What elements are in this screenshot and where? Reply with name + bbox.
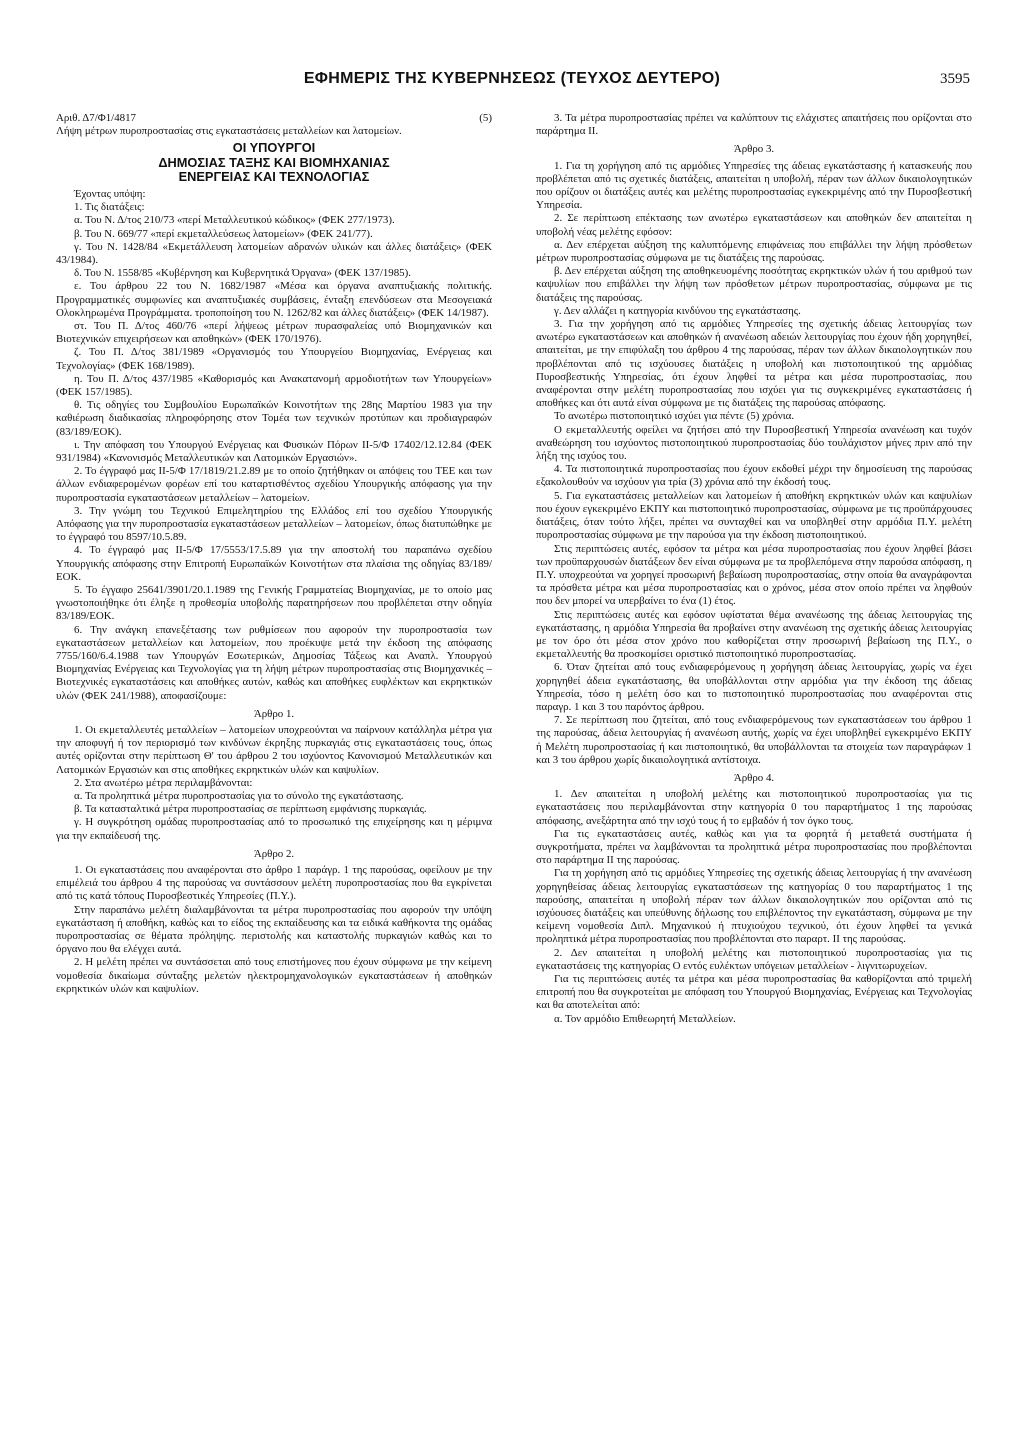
paragraph: 1. Οι εγκαταστάσεις που αναφέρονται στο άρθρο 1 παράγρ. 1 της παρούσας, οφείλουν με την επιμέλειά του άρθρου 4 της παρούσας να συντάσσουν μελέτη πυροπροστασίας που θα εγκρίνεται από τις κατά τόπους Πυροσβεστικές Υπηρεσίες (Π.Υ.). — [56, 864, 492, 903]
right-column — [536, 112, 972, 1026]
paragraph: Έχοντας υπόψη: — [74, 187, 146, 200]
paragraph: γ. Δεν αλλάζει η κατηγορία κινδύνου της εγκατάστασης. — [554, 304, 801, 317]
paragraph: Στις περιπτώσεις αυτές, εφόσον τα μέτρα και μέσα πυροπροστασίας που έχουν ληφθεί βάσει των προϋπαρχουσών διατάξεων δεν είναι σύμφωνα με τα προβλεπόμενα στην παρούσα απόφαση, η Π.Υ. υποχρεούται να χορηγεί προσωρινή βεβαίωση πυροπροστασίας, στην οποία θα αναγράφονται τα πρόσθετα μέτρα και μέσα πυροπροστασίας και ο χρόνος, μέσα στον οποίο πρέπει να ληφθούν που δεν μπορεί να υπερβαίνει το ένα (1) έτος. — [536, 542, 972, 608]
article-2-heading: Άρθρο 2. — [253, 847, 295, 860]
decision-index: (5) — [479, 112, 492, 124]
paragraph: α. Δεν επέρχεται αύξηση της καλυπτόμενης επιφάνειας που επιβάλλει την λήψη πρόσθετων μέτρων πυροπροστασίας σύμφωνα με τις διατάξεις της παρούσας. — [536, 238, 972, 265]
paragraph: ζ. Του Π. Δ/τος 381/1989 «Οργανισμός του Υπουργείου Βιομηχανίας, Ενέργειας και Τεχνολογίας» (ΦΕΚ 168/1989). — [56, 346, 492, 372]
paragraph: Το ανωτέρω πιστοποιητικό ισχύει για πέντε (5) χρόνια. — [554, 410, 795, 423]
gazette-title: ΕΦΗΜΕΡΙΣ ΤΗΣ ΚΥΒΕΡΝΗΣΕΩΣ (ΤΕΥΧΟΣ ΔΕΥΤΕΡΟ) — [303, 70, 721, 87]
paragraph: Για τις περιπτώσεις αυτές τα μέτρα και μέσα πυροπροστασίας θα καθορίζονται από τριμελή επιτροπή που θα συγκροτείται με απόφαση του Υπουργού Βιομηχανίας, Ενέργειας και Τεχνολογίας και θα αποτελείται από: — [536, 973, 972, 1012]
paragraph: 4. Το έγγραφό μας ΙΙ-5/Φ 17/5553/17.5.89 για την αποστολή του παραπάνω σχεδίου Υπουργικής απόφασης στην Επιτροπή Ευρωπαϊκών Κοινοτήτων στα πλαίσια της οδηγίας 83/189/ΕΟΚ. — [56, 544, 492, 583]
paragraph: Ο εκμεταλλευτής οφείλει να ζητήσει από την Πυροσβεστική Υπηρεσία ανανέωση και τυχόν αναθεώρηση του ισχύοντος πιστοποιητικού πυροπροστασίας δύο τουλάχιστον μήνες πριν από την λήξη της ισχύος του. — [536, 423, 972, 463]
paragraph: 3. Την γνώμη του Τεχνικού Επιμελητηρίου της Ελλάδος επί του σχεδίου Υπουργικής Απόφασης για την πυροπροστασία εγκαταστάσεων μεταλλείων – λατομείων, όπως διατυπώθηκε με το έγγραφό του 8597/10.5.89. — [56, 504, 492, 544]
paragraph: ι. Την απόφαση του Υπουργού Ενέργειας και Φυσικών Πόρων ΙΙ-5/Φ 17402/12.12.84 (ΦΕΚ 931/1984) «Κανονισμός Μεταλλευτικών και Λατομικών Εργασιών». — [56, 438, 492, 464]
paragraph: 6. Όταν ζητείται από τους ενδιαφερόμενους η χορήγηση άδειας λειτουργίας, χωρίς να έχει χορηγηθεί άδεια εγκατάστασης, θα υποβάλλονται στην αρμόδια για την έκδοση της άδειας Υπηρεσία, τόσο η μελέτη όσο και το πιστοποιητικό πυροπροστασίας που αναφέρονται στις παραγρ. 1 και 3 του παρόντος άρθρου. — [536, 661, 972, 713]
paragraph: 1. Οι εκμεταλλευτές μεταλλείων – λατομείων υποχρεούνται να παίρνουν κατάλληλα μέτρα για την αποφυγή ή τον περιορισμό των κινδύνων έκρηξης πυρκαγιάς στις εγκαταστάσεις τους, όπως αυτές ορίζονται στην περίπτωση Θ' του άρθρου 2 του ισχύοντος Κανονισμού Μεταλλευτικών και Λατομικών Εργασιών και στις αποθήκες εκρηκτικών υλών και καψυλίων. — [56, 724, 492, 776]
paragraph: δ. Του Ν. 1558/85 «Κυβέρνηση και Κυβερνητικά Όργανα» (ΦΕΚ 137/1985). — [74, 267, 411, 280]
paragraph: 5. Το έγγαφο 25641/3901/20.1.1989 της Γενικής Γραμματείας Βιομηχανίας, με το οποίο μας γνωστοποιήθηκε ότι έληξε η προθεσμία υποβολής παρατηρήσεων που προβλέπεται στην οδηγία 83/189/ΕΟΚ. — [56, 584, 492, 623]
paragraph: 1. Τις διατάξεις: — [74, 201, 145, 214]
article-3-heading: Άρθρο 3. — [733, 143, 775, 156]
paragraph: 2. Η μελέτη πρέπει να συντάσσεται από τους επιστήμονες που έχουν σύμφωνα με την κείμενη νομοθεσία δικαίωμα σύνταξης μελετών ηλεκτρομηχανολογικών εγκαταστάσεων ή αποθηκών εκρηκτικών υλών και καψυλίων. — [56, 956, 492, 995]
paragraph: γ. Η συγκρότηση ομάδας πυροπροστασίας από το προσωπικό της επιχείρησης και η μέριμνα για την εκπαίδευσή της. — [56, 816, 492, 842]
page-header — [54, 70, 970, 100]
paragraph: α. Του Ν. Δ/τος 210/73 «περί Μεταλλευτικού κώδικος» (ΦΕΚ 277/1973). — [74, 214, 395, 227]
paragraph: α. Τα προληπτικά μέτρα πυροπροστασίας για το σύνολο της εγκατάστασης. — [74, 790, 404, 803]
paragraph: 5. Για εγκαταστάσεις μεταλλείων και λατομείων ή αποθήκη εκρηκτικών υλών και καψυλίων που έχουν εγκεκριμένο ΕΚΠΥ και πιστοποιητικό πυροπροστασίας, σύμφωνα με τις προϋπάρχουσες διατάξεις, όταν τούτο λήξει, πρέπει να συνταχθεί και να υποβληθεί στην αρμόδια Π.Υ. μελέτη πυροπροστασίας σύμφωνα με την παρούσα για την έκδοση πιστοποιητικού. — [536, 489, 972, 542]
paragraph: 4. Τα πιστοποιητικά πυροπροστασίας που έχουν εκδοθεί μέχρι την δημοσίευση της παρούσας εξακολουθούν να ισχύουν για τρία (3) χρόνια από την έκδοσή τους. — [536, 463, 972, 489]
article-1-heading: Άρθρο 1. — [253, 707, 295, 720]
paragraph: θ. Τις οδηγίες του Συμβουλίου Ευρωπαϊκών Κοινοτήτων της 28ης Μαρτίου 1983 για την καθιέρωση διαδικασίας πληροφόρησης στον Τομέα των τεχνικών προτύπων και προδιαγραφών (83/189/ΕΟΚ). — [56, 399, 492, 438]
paragraph: β. Δεν επέρχεται αύξηση της αποθηκευομένης ποσότητας εκρηκτικών υλών ή του αριθμού των καψυλίων που επιβάλλει την λήψη των πρόσθετων μέτρων πυροπροστασίας, σύμφωνα με τις διατάξεις της παρούσας. — [536, 265, 972, 304]
paragraph: στ. Του Π. Δ/τος 460/76 «περί λήψεως μέτρων πυρασφαλείας υπό Βιομηχανικών και Βιοτεχνικών επιχειρήσεων και αποθηκών» (ΦΕΚ 170/1976). — [56, 319, 492, 346]
ministers-line: ΔΗΜΟΣΙΑΣ ΤΑΞΗΣ ΚΑΙ ΒΙΟΜΗΧΑΝΙΑΣ — [158, 154, 390, 170]
paragraph: Για τις εγκαταστάσεις αυτές, καθώς και για τα φορητά ή μεταθετά συστήματα ή συγκροτήματα, πρέπει να λαμβάνονται τα προληπτικά μέτρα πυροπροστασίας που προβλέπονται στο παράρτημα ΙΙ της παρούσας. — [536, 827, 972, 867]
paragraph: γ. Του Ν. 1428/84 «Εκμετάλλευση λατομείων αδρανών υλικών και άλλες διατάξεις» (ΦΕΚ 43/1984). — [56, 240, 492, 266]
paragraph: 3. Για την χορήγηση από τις αρμόδιες Υπηρεσίες της σχετικής άδειας λειτουργίας των ανωτέρω εγκαταστάσεων και αποθηκών ή ανανέωση αδειών λειτουργίας που έχουν ήδη χορηγηθεί, απαιτείται, με την επιφύλαξη του άρθρου 4 της παρούσας, πέραν των άλλων δικαιολογητικών που προβλέπονται από τις ισχύουσες διατάξεις η υποβολή και πιστοποιητικού της αρμόδιας Πυροσβεστικής Υπηρεσίας, ότι έχουν ληφθεί τα μέτρα και μέσα πυροπροστασίας, που αναφέρονται στην μελέτη πυροπροστασίας που ισχύει για τις συγκεκριμένες εγκαταστάσεις ή αποθήκες και ότι αυτά είναι σύμφωνα με τις διατάξεις της παρούσας απόφασης. — [536, 318, 972, 410]
paragraph: Στην παραπάνω μελέτη διαλαμβάνονται τα μέτρα πυροπροστασίας που αφορούν την υπόψη εγκατάσταση ή αποθήκη, καθώς και το είδος της εκπαίδευσης και τα ειδικά καθήκοντα της ομάδας πυροπροστασίας σε θέματα πρόληψης. περιστολής και καταστολής πυρκαγιών καθώς και το όργανο που θα ελέγχει αυτά. — [56, 903, 492, 956]
paragraph: 2. Στα ανωτέρω μέτρα περιλαμβάνονται: — [74, 776, 253, 789]
paragraph: ε. Του άρθρου 22 του Ν. 1682/1987 «Μέσα και όργανα αναπτυξιακής πολιτικής. Προγραμματικές συμφωνίες και αναπτυξιακές συμβάσεις, ένταξη επενδύσεων στα Μεσογειακά Ολοκληρωμένα Προγράμματα. τροποποίηση του Ν. 1262/82 και άλλες διατάξεις» (ΦΕΚ 14/1987). — [56, 280, 492, 319]
paragraph: 2. Το έγγραφό μας ΙΙ-5/Φ 17/1819/21.2.89 με το οποίο ζητήθηκαν οι απόψεις του ΤΕΕ και των άλλων ενδιαφερομένων φορέων επί του καταρτισθέντος σχεδίου Υπουργικής απόφασης για την πυροπροστασία εγκαταστάσεων μεταλλείων – λατομείων. — [56, 465, 492, 504]
paragraph: 1. Δεν απαιτείται η υποβολή μελέτης και πιστοποιητικού πυροπροστασίας για τις εγκαταστάσεις που περιλαμβάνονται στην κατηγορία 0 του παραρτήματος 1 της παρούσας απόφασης, ανεξάρτητα από την ισχύ τους ή το εμβαδόν ή τον όγκο τους. — [536, 788, 972, 827]
paragraph: α. Τον αρμόδιο Επιθεωρητή Μεταλλείων. — [554, 1012, 736, 1025]
paragraph: Στις περιπτώσεις αυτές και εφόσον υφίσταται θέμα ανανέωσης της άδειας λειτουργίας της εγκατάστασης, η αρμόδια Υπηρεσία θα προβαίνει στην ανανέωση της σχετικής άδειας λειτουργίας με τον όρο ότι μέσα στον χρόνο που καθορίζεται στην προσωρινή βεβαίωση της Π.Υ., ο εκμεταλλευτής θα προσκομίσει οριστικό πιστοποιητικό πυροπροστασίας. — [536, 608, 972, 661]
paragraph: Για τη χορήγηση από τις αρμόδιες Υπηρεσίες της σχετικής άδειας λειτουργίας ή την ανανέωση χορηγηθείσας άδειας λειτουργίας εγκαταστάσεων της κατηγορίας 0 του παραρτήματος 1 της παρούσης, απαιτείται η υποβολή πέραν των άλλων δικαιολογητικών που ορίζονται από τις ισχύουσες διατάξεις και υπεύθυνης δήλωσης του επιβλέποντος την εγκατάσταση, σύμφωνα με την κείμενη νομοθεσία Διπλ. Μηχανικού ή πτυχιούχου τεχνικού, ότι έχουν ληφθεί τα γενικά προληπτικά μέτρα πυροπροστασίας που προβλέπονται στο παραρτ. ΙΙ της παρούσας. — [536, 867, 972, 946]
decision-ref-row — [56, 112, 492, 125]
paragraph: 2. Δεν απαιτείται η υποβολή μελέτης και πιστοποιητικού πυροπροστασίας για τις εγκαταστάσεις της κατηγορίας Ο εντός ευλέκτων υπόγειων μεταλλείων - λιγνιτωρυχείων. — [536, 946, 972, 972]
paragraph: 6. Την ανάγκη επανεξέτασης των ρυθμίσεων που αφορούν την πυροπροστασία των εγκαταστάσεων μεταλλείων και λατομείων, που προέκυψε μετά την έκδοση της απόφασης 7755/160/6.4.1988 των Υπουργών Εσωτερικών, Δημοσίας Τάξεως και Αναπλ. Υπουργού Βιομηχανίας Ενέργειας και Τεχνολογίας για τη λήψη μέτρων πυροπροστασίας στις Βιομηχανικές – Βιοτεχνικές εγκαταστάσεις και αποθήκες αυτών, καθώς και αποθήκες ευφλέκτων και εκρηκτικών υλών (ΦΕΚ 241/1988), αποφασίζουμε: — [56, 623, 492, 702]
article-4-heading: Άρθρο 4. — [733, 771, 775, 784]
paragraph: 2. Σε περίπτωση επέκτασης των ανωτέρω εγκαταστάσεων και αποθηκών δεν απαιτείται η υποβολή νέας μελέτης εφόσον: — [536, 212, 972, 238]
ministers-heading — [56, 141, 492, 185]
left-column — [56, 112, 492, 996]
decision-subject: Λήψη μέτρων πυροπροστασίας στις εγκαταστάσεις μεταλλείων και λατομείων. — [56, 125, 402, 138]
paragraph: β. Τα κατασταλτικά μέτρα πυροπροστασίας σε περίπτωση εμφάνισης πυρκαγιάς. — [74, 803, 427, 816]
paragraph: 7. Σε περίπτωση που ζητείται, από τους ενδιαφερόμενους των εγκαταστάσεων του άρθρου 1 της παρούσας, άδεια λειτουργίας ή ανανέωση αυτής, χωρίς να έχει υποβληθεί εγκεκριμένο ΕΚΠΥ ή Μελέτη πυροπροστασίας ή και πιστοποιητικό, θα υποβάλλονται τα στοιχεία των παραγράφων 1 και 3 του άρθρου χωρίς δικαιολογητικά αντίστοιχα. — [536, 714, 972, 766]
ministers-line: ΟΙ ΥΠΟΥΡΓΟΙ — [232, 140, 316, 156]
ministers-line: ΕΝΕΡΓΕΙΑΣ ΚΑΙ ΤΕΧΝΟΛΟΓΙΑΣ — [178, 169, 370, 185]
paragraph: β. Του Ν. 669/77 «περί εκμεταλλεύσεως λατομείων» (ΦΕΚ 241/77). — [74, 227, 373, 240]
decision-ref: Αριθ. Δ7/Φ1/4817 — [56, 112, 136, 124]
paragraph: 3. Τα μέτρα πυροπροστασίας πρέπει να καλύπτουν τις ελάχιστες απαιτήσεις που ορίζονται στο παράρτημα ΙΙ. — [536, 112, 972, 138]
page-number: 3595 — [940, 71, 970, 87]
paragraph: 1. Για τη χορήγηση από τις αρμόδιες Υπηρεσίες της άδειας εγκατάστασης ή κατασκευής που προβλέπεται από τις σχετικές διατάξεις, απαιτείται η υποβολή, πέραν των άλλων δικαιολογητικών που ορίζουν οι διατάξεις αυτές και μελέτης πυροπροστασίας εγκεκριμένης από την Πυροσβεστική Υπηρεσία. — [536, 159, 972, 212]
paragraph: η. Του Π. Δ/τος 437/1985 «Καθορισμός και Ανακατανομή αρμοδιοτήτων των Υπουργείων» (ΦΕΚ 157/1985). — [56, 372, 492, 398]
